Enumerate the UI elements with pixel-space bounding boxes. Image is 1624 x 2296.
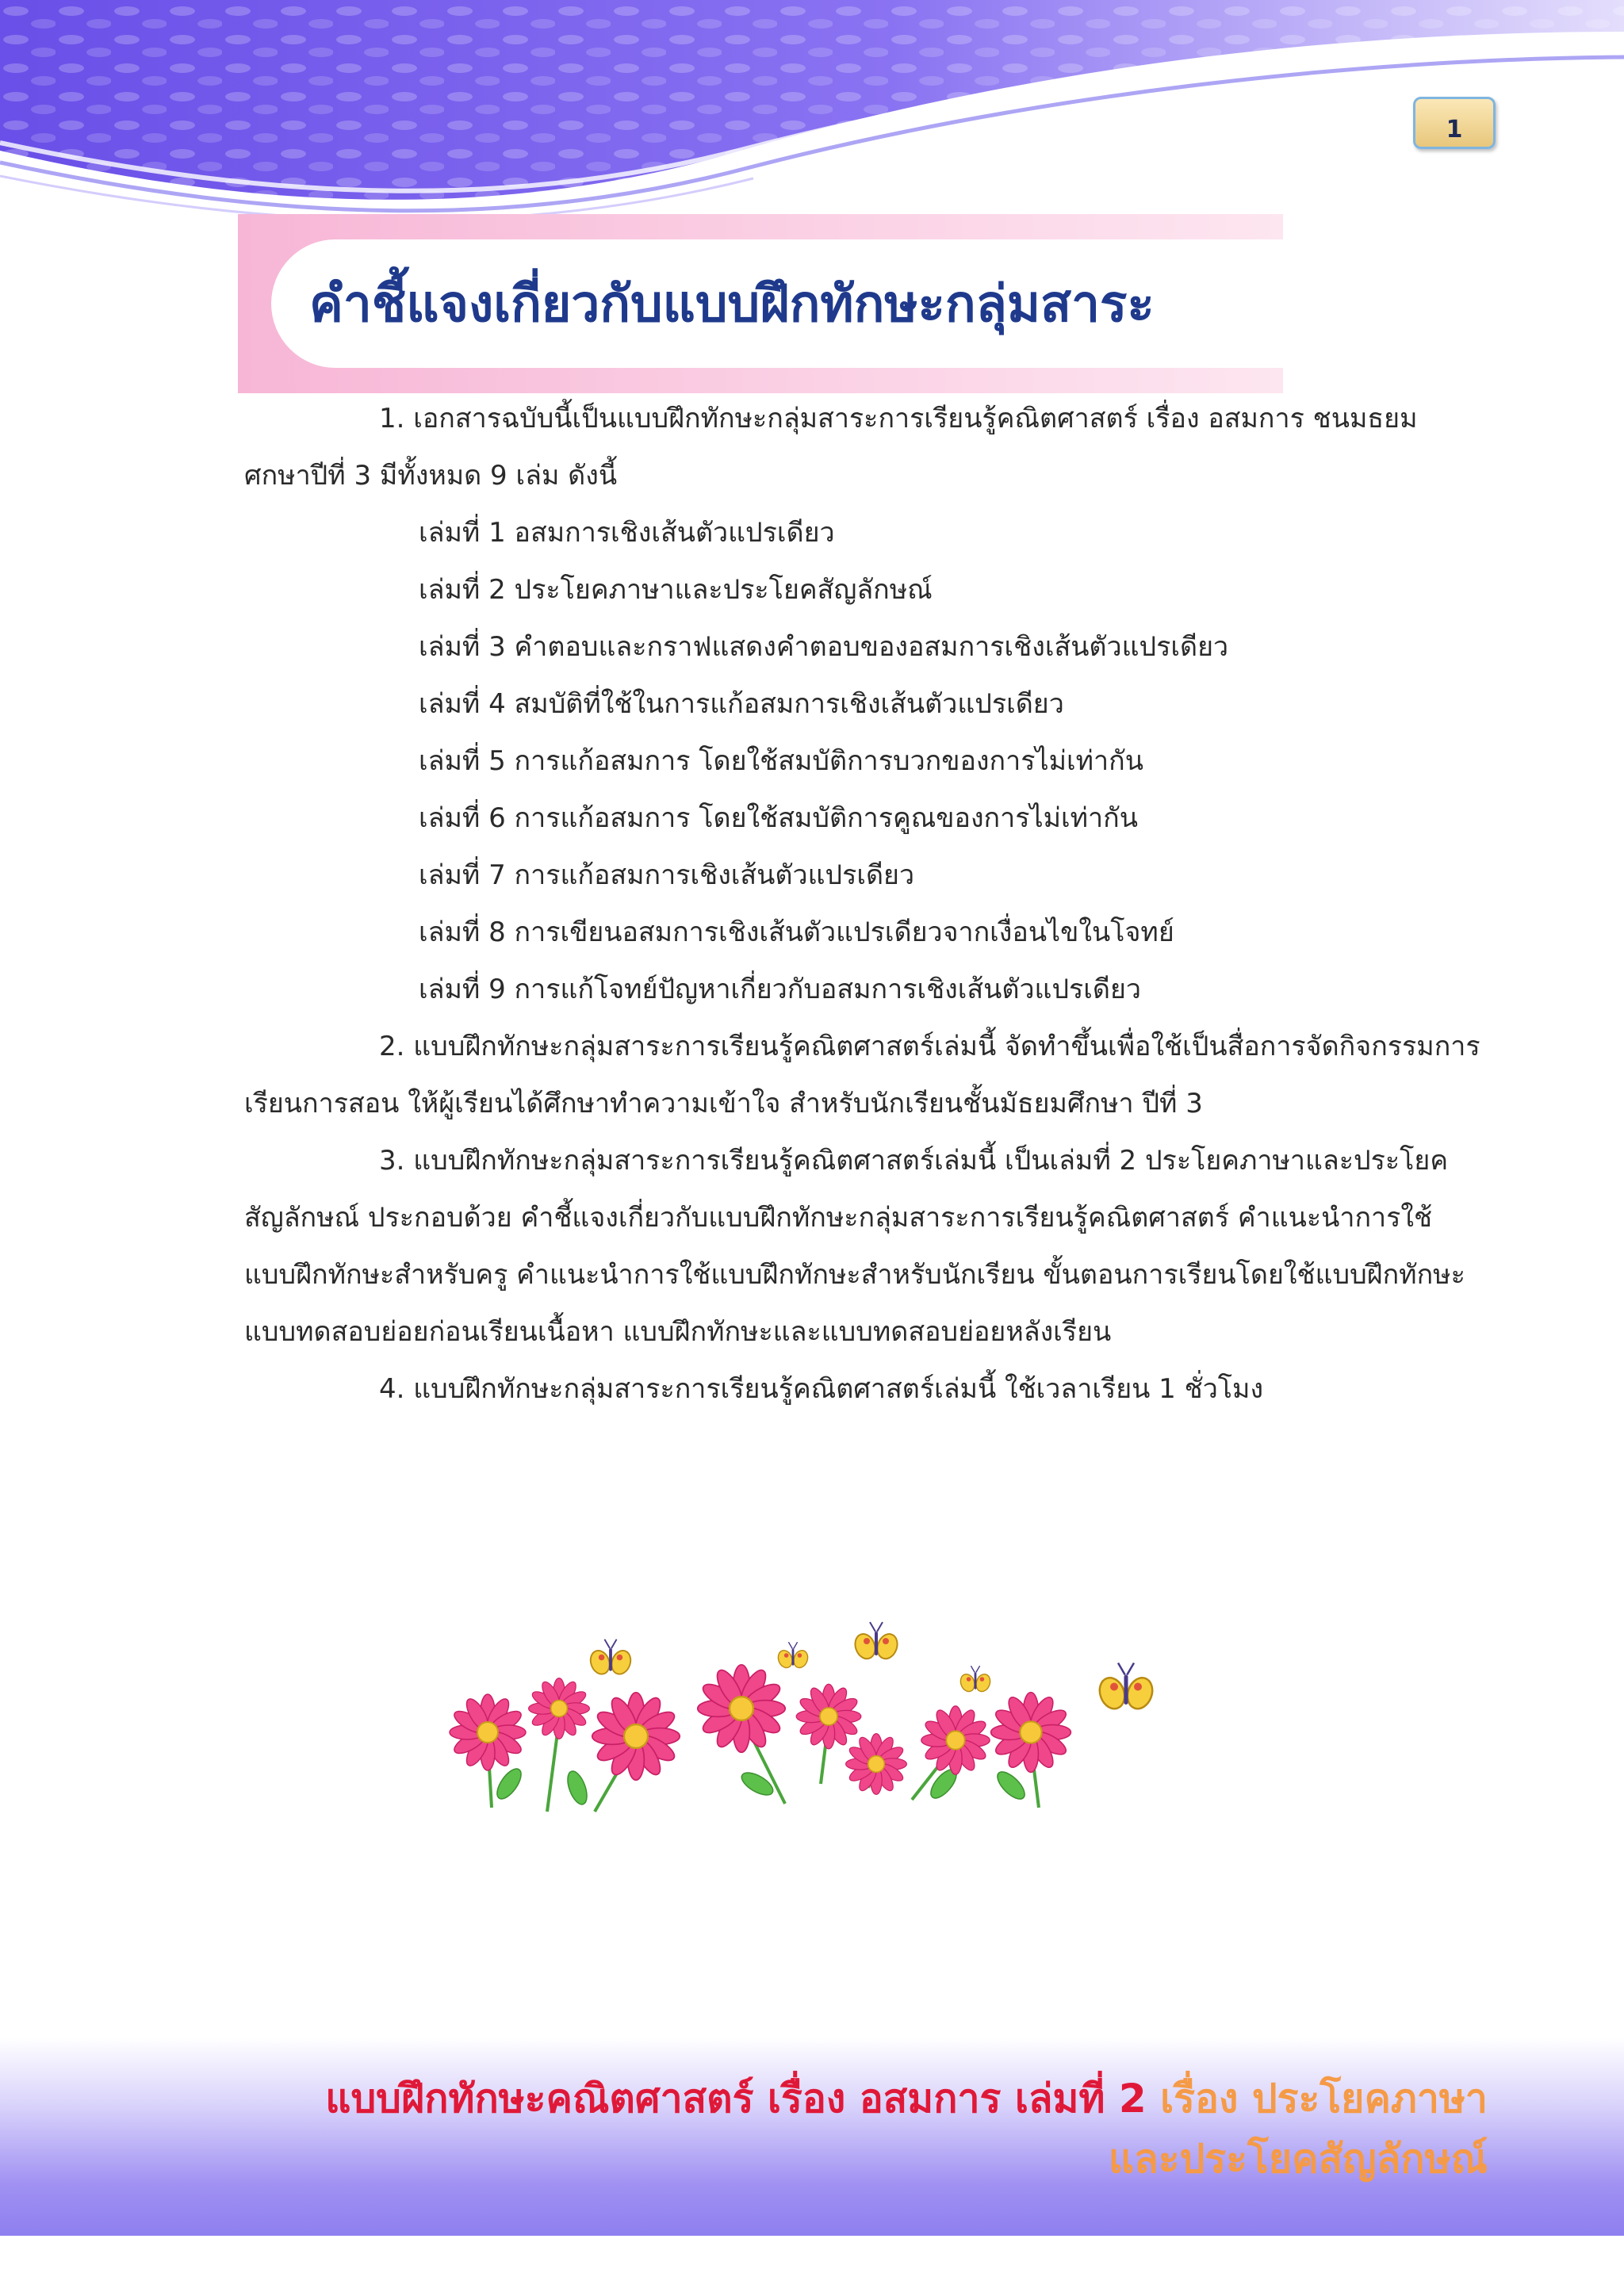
paragraph-2: 2. แบบฝึกทักษะกลุ่มสาระการเรียนรู้คณิตศาสตร์เล่มนี้ จัดทำขึ้นเพื่อใช้เป็นสื่อการจัดกิจกรรมการเรียนการสอน ให้ผู้เรียนได้ศึกษาทำความเข้าใจ สำหรับนักเรียนชั้นมัธยมศึกษา ปีที่ 3 — [244, 1031, 1480, 1119]
title-pill — [271, 239, 1283, 368]
list-item: เล่มที่ 8 การเขียนอสมการเชิงเส้นตัวแปรเดียวจากเงื่อนไขในโจทย์ — [419, 916, 1174, 948]
book-list — [244, 504, 1481, 1018]
list-item: เล่มที่ 2 ประโยคภาษาและประโยคสัญลักษณ์ — [419, 574, 933, 606]
page-title: คำชี้แจงเกี่ยวกับแบบฝึกทักษะกลุ่มสาระ — [309, 275, 1155, 334]
list-item: เล่มที่ 4 สมบัติที่ใช้ในการแก้อสมการเชิงเส้นตัวแปรเดียว — [419, 688, 1064, 720]
list-item: เล่มที่ 6 การแก้อสมการ โดยใช้สมบัติการคูณของการไม่เท่ากัน — [419, 802, 1138, 834]
footer-series-title: แบบฝึกทักษะคณิตศาสตร์ เรื่อง อสมการ เล่มที่ 2 — [325, 2076, 1147, 2122]
page-number-badge: 1 — [1413, 97, 1496, 149]
list-item: เล่มที่ 1 อสมการเชิงเส้นตัวแปรเดียว — [419, 517, 835, 549]
paragraph-1: 1. เอกสารฉบับนี้เป็นแบบฝึกทักษะกลุ่มสาระการเรียนรู้คณิตศาสตร์ เรื่อง อสมการ ชนมธยมศกษาปีที่ 3 มีทั้งหมด 9 เล่ม ดังนี้ — [244, 403, 1418, 492]
footer-title-line-2: และประโยคสัญลักษณ์ — [1108, 2136, 1488, 2182]
document-body — [244, 390, 1481, 1418]
header-wave-decoration — [0, 0, 1624, 238]
flowers-illustration — [428, 1617, 1189, 1855]
list-item: เล่มที่ 5 การแก้อสมการ โดยใช้สมบัติการบวกของการไม่เท่ากัน — [419, 745, 1143, 777]
footer-topic: เรื่อง ประโยคภาษา — [1146, 2076, 1488, 2122]
paragraph-3: 3. แบบฝึกทักษะกลุ่มสาระการเรียนรู้คณิตศาสตร์เล่มนี้ เป็นเล่มที่ 2 ประโยคภาษาและประโยคสัญลักษณ์ ประกอบด้วย คำชี้แจงเกี่ยวกับแบบฝึกทักษะกลุ่มสาระการเรียนรู้คณิตศาสตร์ คำแนะนำการใช้แบบฝึกทักษะสำหรับครู คำแนะนำการใช้แบบฝึกทักษะสำหรับนักเรียน ขั้นตอนการเรียนโดยใช้แบบฝึกทักษะ แบบทดสอบย่อยก่อนเรียนเนื้อหา แบบฝึกทักษะและแบบทดสอบย่อยหลังเรียน — [244, 1145, 1465, 1348]
footer-title-line-1 — [325, 2068, 1488, 2130]
paragraph-4: 4. แบบฝึกทักษะกลุ่มสาระการเรียนรู้คณิตศาสตร์เล่มนี้ ใช้เวลาเรียน 1 ชั่วโมง — [379, 1373, 1264, 1405]
list-item: เล่มที่ 9 การแก้โจทย์ปัญหาเกี่ยวกับอสมการเชิงเส้นตัวแปรเดียว — [419, 974, 1142, 1005]
list-item: เล่มที่ 7 การแก้อสมการเชิงเส้นตัวแปรเดียว — [419, 859, 915, 891]
list-item: เล่มที่ 3 คำตอบและกราฟแสดงคำตอบของอสมการเชิงเส้นตัวแปรเดียว — [419, 631, 1229, 663]
